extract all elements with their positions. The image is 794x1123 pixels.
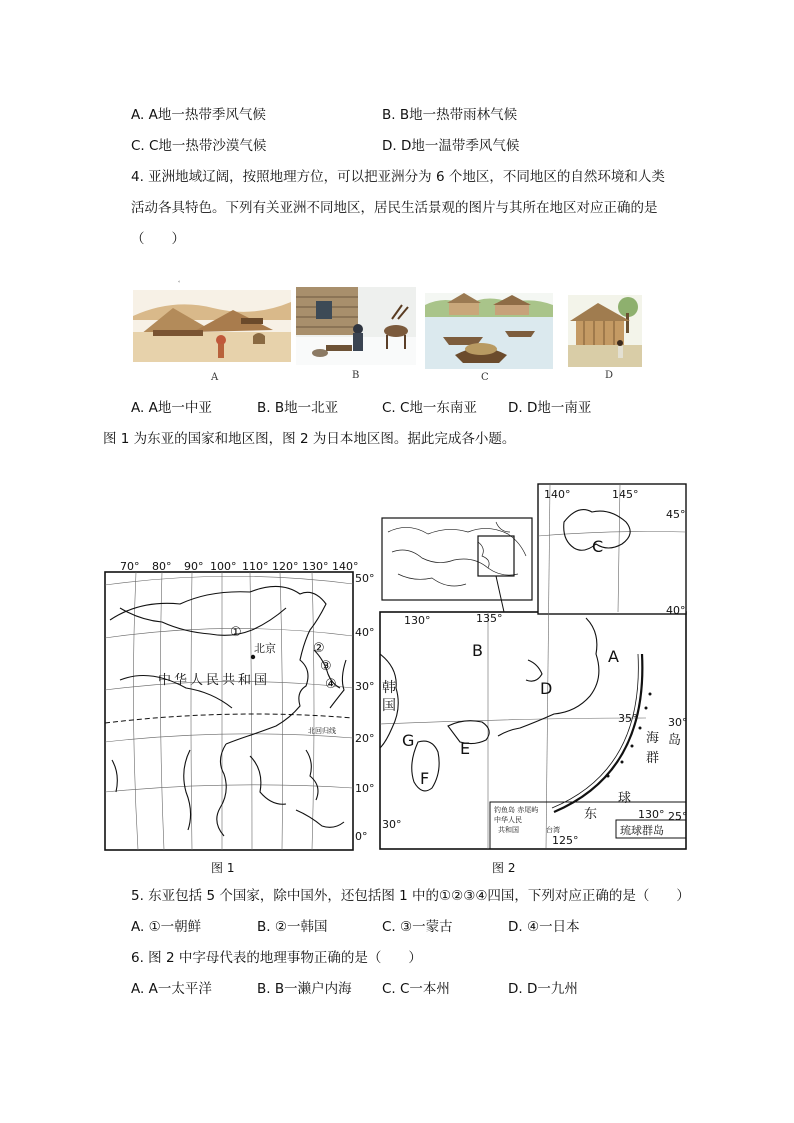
- q4-stem-line3: （ ）: [131, 231, 185, 247]
- fig1-lon-80: 80°: [152, 560, 172, 573]
- fig2-letter-f: F: [420, 769, 430, 788]
- fig2-lat-45: 45°: [666, 508, 686, 521]
- fig2-lat-30-b: 30°: [668, 716, 688, 729]
- q4-stem-line1: 4. 亚洲地域辽阔，按照地理方位，可以把亚洲分为 6 个地区，不同地区的自然环境和人类: [131, 169, 665, 185]
- east-sea-label: 东: [584, 807, 598, 822]
- figure-intro: 图 1 为东亚的国家和地区图，图 2 为日本地区图。据此完成各小题。: [103, 431, 516, 447]
- q5-option-c: C. ③一蒙古: [382, 919, 453, 935]
- scene-picture-a: [133, 290, 291, 362]
- inset-china-label-1: 中华人民: [494, 816, 522, 824]
- picture-b-caption: B: [352, 370, 360, 381]
- q4-option-b: B. B地一北亚: [257, 400, 339, 416]
- fig1-lat-20: 20°: [355, 732, 375, 745]
- fig2-lon-145: 145°: [612, 488, 639, 501]
- taiwan-label: 台湾: [546, 826, 560, 834]
- fig1-lat-40: 40°: [355, 626, 375, 639]
- fig2-lat-35: 35°: [618, 712, 638, 725]
- fig2-lon-130: 130°: [404, 614, 431, 627]
- q5-option-d: D. ④一日本: [508, 919, 580, 935]
- marker-1: ①: [230, 625, 242, 640]
- q3-option-d: D. D地一温带季风气候: [382, 138, 520, 154]
- inset-china-label-2: 共和国: [498, 826, 519, 834]
- q6-option-d: D. D一九州: [508, 981, 578, 997]
- fig1-lon-100: 100°: [210, 560, 237, 573]
- island-char-4: 球: [618, 791, 632, 806]
- q4-stem-line2: 活动各具特色。下列有关亚洲不同地区，居民生活景观的图片与其所在地区对应正确的是: [131, 200, 658, 216]
- q4-option-a: A. A地一中亚: [131, 400, 212, 416]
- island-char-2: 岛: [668, 733, 682, 748]
- fig2-lat-30: 30°: [382, 818, 402, 831]
- q3-option-c: C. C地一热带沙漠气候: [131, 138, 267, 154]
- fig2-letter-e: E: [460, 739, 471, 758]
- marker-2: ②: [313, 641, 325, 656]
- q4-option-d: D. D地一南亚: [508, 400, 592, 416]
- world-inset: [382, 518, 532, 600]
- fig1-lon-140: 140°: [332, 560, 359, 573]
- ryukyu-label: 琉球群岛: [620, 824, 664, 837]
- picture-d-caption: D: [605, 370, 614, 381]
- figure-1-east-asia-map: [100, 560, 375, 850]
- beijing-dot: [251, 655, 255, 659]
- q6-stem: 6. 图 2 中字母代表的地理事物正确的是（ ）: [131, 950, 422, 966]
- q3-option-b: B. B地一热带雨林气候: [382, 107, 518, 123]
- fig2-letter-c: C: [592, 537, 604, 556]
- fig2-lat-25: 25°: [668, 810, 688, 823]
- scene-picture-c: [425, 293, 553, 369]
- q6-option-c: C. C一本州: [382, 981, 450, 997]
- fig1-lon-90: 90°: [184, 560, 204, 573]
- fig1-lat-50: 50°: [355, 572, 375, 585]
- scene-picture-b: [296, 287, 416, 365]
- island-char-3: 群: [646, 751, 660, 766]
- fig2-letter-a: A: [608, 647, 619, 666]
- marker-3: ③: [320, 659, 332, 674]
- q5-option-b: B. ②一韩国: [257, 919, 328, 935]
- fig2-lon-130-b: 130°: [638, 808, 665, 821]
- tropic-label: 北回归线: [308, 727, 336, 735]
- fig1-lon-120: 120°: [272, 560, 299, 573]
- picture-c-caption: C: [481, 372, 489, 383]
- island-char-1: 海: [646, 731, 660, 746]
- fig1-lon-70: 70°: [120, 560, 140, 573]
- fig2-lat-40: 40°: [666, 604, 686, 617]
- fig2-letter-b: B: [472, 641, 483, 660]
- korea-label-1: 韩: [382, 680, 396, 696]
- fig1-lat-0: 0°: [355, 830, 368, 843]
- fig1-lon-130: 130°: [302, 560, 329, 573]
- q4-option-c: C. C地一东南亚: [382, 400, 477, 416]
- china-country-label: 中华人民共和国: [158, 673, 271, 688]
- fig2-lon-125: 125°: [552, 834, 579, 847]
- q5-stem: 5. 东亚包括 5 个国家，除中国外，还包括图 1 中的①②③④四国，下列对应正确的是（ ）: [131, 888, 690, 904]
- fig1-lon-110: 110°: [242, 560, 269, 573]
- q6-option-a: A. A一太平洋: [131, 981, 212, 997]
- fig2-letter-d: D: [540, 679, 553, 698]
- fig2-letter-g: G: [402, 731, 415, 750]
- beijing-label: 北京: [254, 642, 276, 655]
- scene-picture-d: [568, 295, 642, 367]
- picture-a-caption: A: [211, 372, 219, 383]
- diaoyu-label: 钓鱼岛 赤尾屿: [494, 806, 539, 814]
- fig1-lat-10: 10°: [355, 782, 375, 795]
- q5-option-a: A. ①一朝鲜: [131, 919, 202, 935]
- fig2-lon-135: 135°: [476, 612, 503, 625]
- korea-label-source: 韩国: [178, 282, 180, 283]
- q6-option-b: B. B一濑户内海: [257, 981, 352, 997]
- fig2-lon-140: 140°: [544, 488, 571, 501]
- q3-option-a: A. A地一热带季风气候: [131, 107, 266, 123]
- korea-label-2: 国: [382, 698, 396, 714]
- marker-4: ④: [325, 677, 337, 692]
- figure-2-caption: 图 2: [492, 861, 516, 875]
- figure-1-caption: 图 1: [211, 861, 235, 875]
- fig1-lat-30: 30°: [355, 680, 375, 693]
